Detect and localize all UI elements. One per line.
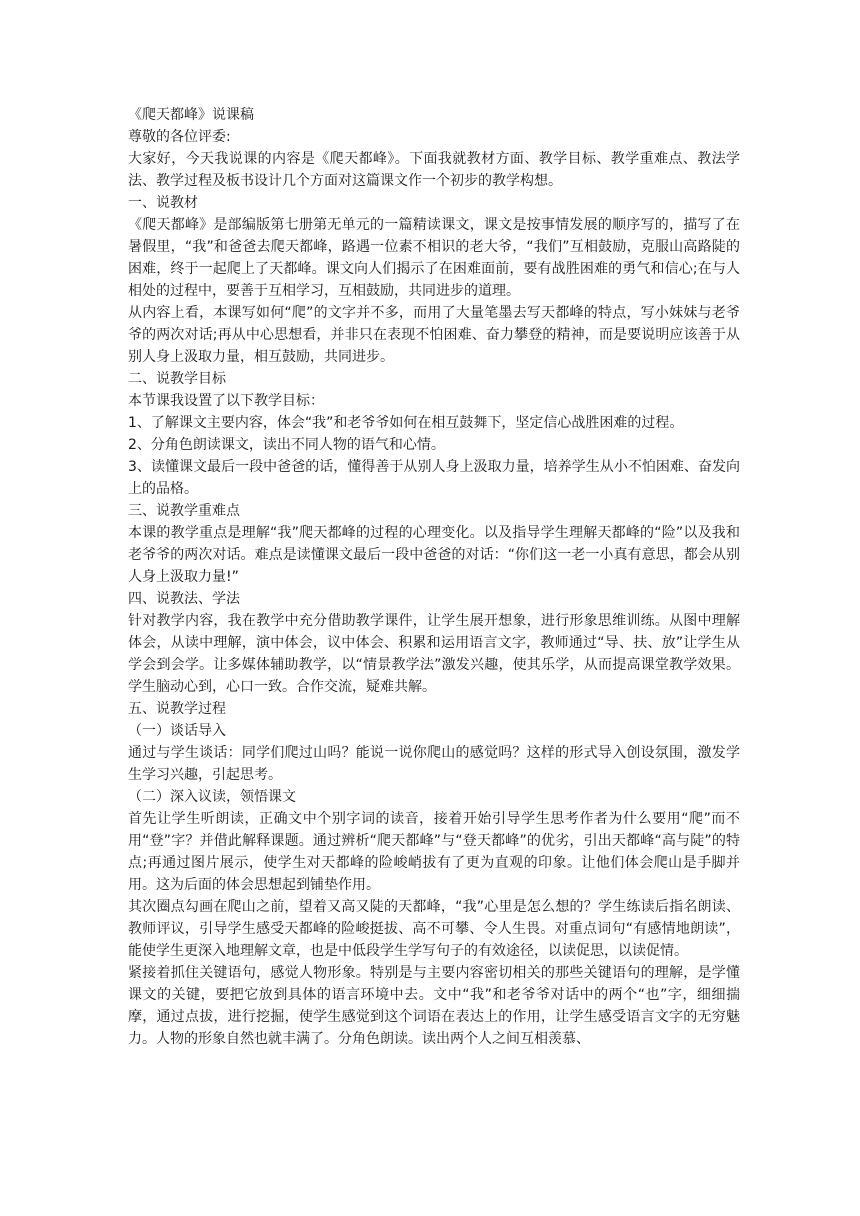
list-item: 1、了解课文主要内容，体会“我”和老爷爷如何在相互鼓舞下，坚定信心战胜困难的过程。: [128, 415, 684, 431]
paragraph: 首先让学生听朗读，正确文中个别字词的读音，接着开始引导学生思考作者为什么要用“爬”而不用“登”字？并借此解释课题。通过辨析“爬天都峰”与“登天都峰”的优劣，引出天都峰“高与陡”的特点;再通过图片展示，使学生对天都峰的险峻峭拔有了更为直观的印象。让他们体会爬山是手脚并用。这为后面的体会思想起到铺垫作用。: [128, 811, 740, 893]
paragraph: 通过与学生谈话：同学们爬过山吗？能说一说你爬山的感觉吗？这样的形式导入创设氛围，激发学生学习兴趣，引起思考。: [128, 745, 740, 783]
salutation: 尊敬的各位评委:: [128, 129, 231, 145]
paragraph: 从内容上看，本课写如何“爬”的文字并不多，而用了大量笔墨去写天都峰的特点，写小妹妹与老爷爷的两次对话;再从中心思想看，并非只在表现不怕困难、奋力攀登的精神，而是要说明应该善于从别人身上汲取力量，相互鼓励，共同进步。: [128, 305, 740, 365]
list-item: 2、分角色朗读课文，读出不同人物的语气和心情。: [128, 437, 445, 453]
section-heading: 二、说教学目标: [128, 371, 226, 387]
section-heading: 三、说教学重难点: [128, 503, 240, 519]
section-heading: 一、说教材: [128, 195, 198, 211]
paragraph: 本课的教学重点是理解“我”爬天都峰的过程的心理变化。以及指导学生理解天都峰的“险”以及我和老爷爷的两次对话。难点是读懂课文最后一段中爸爸的对话：“你们这一老一小真有意思，都会从别人身上汲取力量!”: [128, 525, 740, 585]
paragraph: 《爬天都峰》是部编版第七册第无单元的一篇精读课文，课文是按事情发展的顺序写的，描写了在暑假里，“我”和爸爸去爬天都峰，路遇一位素不相识的老大爷，“我们”互相鼓励，克服山高路陡的困难，终于一起爬上了天都峰。课文向人们揭示了在困难面前，要有战胜困难的勇气和信心;在与人相处的过程中，要善于互相学习，互相鼓励，共同进步的道理。: [128, 217, 740, 299]
intro-paragraph: 大家好，今天我说课的内容是《爬天都峰》。下面我就教材方面、教学目标、教学重难点、教法学法、教学过程及板书设计几个方面对这篇课文作一个初步的教学构想。: [128, 151, 740, 189]
paragraph: 其次圈点勾画在爬山之前，望着又高又陡的天都峰，“我”心里是怎么想的？学生练读后指名朗读、教师评议，引导学生感受天都峰的险峻挺拔、高不可攀、令人生畏。对重点词句“有感情地朗读”，能使学生更深入地理解文章，也是中低段学生学写句子的有效途径，以读促思，以读促情。: [128, 899, 740, 959]
subsection-heading: （一）谈话导入: [128, 723, 226, 739]
paragraph: 紧接着抓住关键语句，感觉人物形象。特别是与主要内容密切相关的那些关键语句的理解，是学懂课文的关键，要把它放到具体的语言环境中去。文中“我”和老爷爷对话中的两个“也”字，细细揣摩，通过点拔，进行挖掘，使学生感觉到这个词语在表达上的作用，让学生感受语言文字的无穷魅力。人物的形象自然也就丰满了。分角色朗读。读出两个人之间互相羡慕、: [128, 965, 740, 1047]
document-body: [128, 104, 740, 1050]
paragraph: 本节课我设置了以下教学目标：: [128, 393, 324, 409]
list-item: 3、读懂课文最后一段中爸爸的话，懂得善于从别人身上汲取力量，培养学生从小不怕困难、奋发向上的品格。: [128, 459, 740, 497]
subsection-heading: （二）深入议读，领悟课文: [128, 789, 296, 805]
paragraph: 针对教学内容，我在教学中充分借助教学课件，让学生展开想象，进行形象思维训练。从图中理解体会，从读中理解，演中体会，议中体会、积累和运用语言文字，教师通过“导、扶、放”让学生从学会到会学。让多媒体辅助教学，以“情景教学法”激发兴趣，使其乐学，从而提高课堂教学效果。学生脑动心到，心口一致。合作交流，疑难共解。: [128, 613, 740, 695]
section-heading: 四、说教法、学法: [128, 591, 240, 607]
document-title: 《爬天都峰》说课稿: [128, 107, 254, 123]
section-heading: 五、说教学过程: [128, 701, 226, 717]
